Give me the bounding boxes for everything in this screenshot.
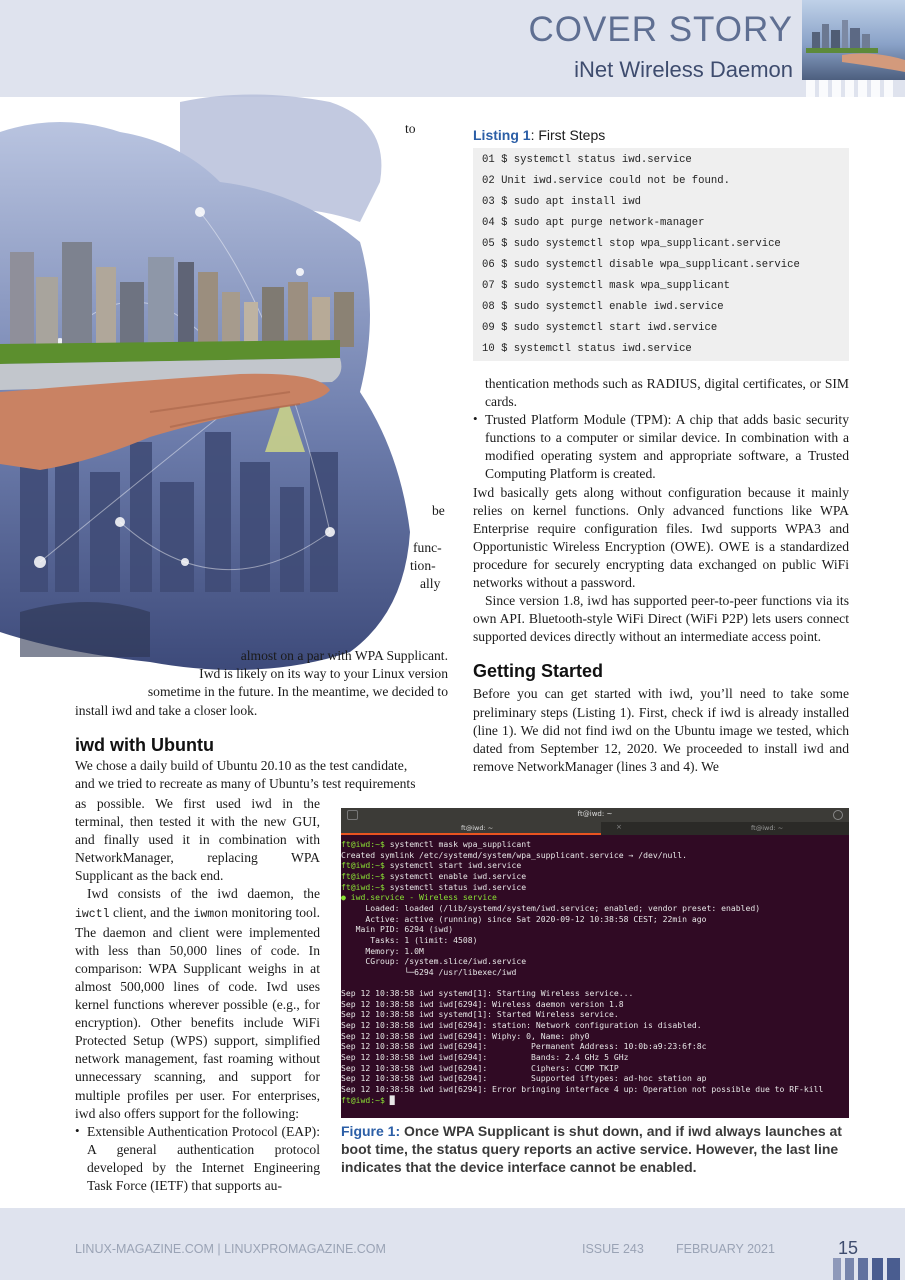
code-line: 03 $ sudo apt install iwd bbox=[482, 196, 641, 208]
footer-bar bbox=[858, 1258, 868, 1280]
terminal-screenshot bbox=[341, 808, 849, 1118]
terminal-line: Sep 12 10:38:58 iwd iwd[6294]: Wiphy: 0, Name: phy0 bbox=[341, 1030, 590, 1041]
tab-label: ft@iwd: ~ bbox=[751, 824, 784, 832]
terminal-line: Sep 12 10:38:58 iwd iwd[6294]: Ciphers: CCMP TKIP bbox=[341, 1062, 619, 1073]
code-line: 10 $ systemctl status iwd.service bbox=[482, 343, 692, 355]
code-line: 05 $ sudo systemctl stop wpa_supplicant.service bbox=[482, 238, 781, 250]
code-line: 07 $ sudo systemctl mask wpa_supplicant bbox=[482, 280, 730, 292]
section-heading-iwd-ubuntu: iwd with Ubuntu bbox=[75, 735, 214, 755]
terminal-line: Sep 12 10:38:58 iwd iwd[6294]: Wireless daemon version 1.8 bbox=[341, 998, 624, 1009]
terminal-line: Sep 12 10:38:58 iwd iwd[6294]: Supported iftypes: ad-hoc station ap bbox=[341, 1073, 707, 1084]
terminal-line: Loaded: loaded (/lib/systemd/system/iwd.service; enabled; vendor preset: enabled) bbox=[341, 902, 761, 913]
terminal-output bbox=[341, 839, 849, 1118]
code-line: 02 Unit iwd.service could not be found. bbox=[482, 175, 730, 187]
code-line: 04 $ sudo apt purge network-manager bbox=[482, 217, 705, 229]
terminal-line: ft@iwd:~$ █ bbox=[341, 1094, 395, 1105]
bullet-dot: • bbox=[473, 411, 478, 427]
code-iwmon: iwmon bbox=[193, 907, 228, 921]
intro-line: install iwd and take a closer look. bbox=[75, 703, 258, 718]
intro-line: almost on a par with WPA Supplicant. bbox=[240, 648, 448, 663]
paragraph: Iwd consists of the iwd daemon, the iwctl client, and the iwmon monitoring tool. The daemon and client were implemented with less than 50,000 lines of code. In comparison: WPA Supplicant weighs in at almost 500,000 lines of code. Iwd uses kernel functions wherever possible (e.g., for encryption). Other benefits include WiFi Protected Setup (WPS) support, simplified network management, fast roaming without unnecessary scanning, and support for multiple profiles per user. For enterprises, iwd also offers support for the following: bbox=[75, 886, 321, 1121]
terminal-tabs bbox=[341, 822, 849, 835]
code-line: 01 $ systemctl status iwd.service bbox=[482, 154, 692, 166]
bullet-continuation: thentication methods such as RADIUS, digital certificates, or SIM cards. bbox=[485, 376, 849, 410]
terminal-titlebar bbox=[341, 808, 849, 822]
terminal-line: ● iwd.service - Wireless service bbox=[341, 892, 497, 903]
body-line: and we tried to recreate as many of Ubuntu’s test requirements bbox=[75, 776, 416, 791]
bullet-item bbox=[75, 1123, 320, 1195]
terminal-line: Memory: 1.0M bbox=[341, 945, 424, 956]
listing-title: Listing 1: First Steps bbox=[473, 127, 606, 143]
intro-line: sometime in the future. In the meantime, we decided to bbox=[147, 684, 448, 699]
terminal-line: Created symlink /etc/systemd/system/wpa_supplicant.service → /dev/null. bbox=[341, 849, 687, 860]
figure-caption: Figure 1: Once WPA Supplicant is shut down, and if iwd always launches at boot time, the status query reports an active service. However, the last line indicates that the device interface cannot be enabled. bbox=[341, 1123, 842, 1175]
footer-sites: LINUX-MAGAZINE.COM | LINUXPROMAGAZINE.COM bbox=[75, 1242, 386, 1256]
terminal-line: CGroup: /system.slice/iwd.service bbox=[341, 956, 527, 967]
terminal-line: Sep 12 10:38:58 iwd iwd[6294]: Permanent Address: 10:0b:a9:23:6f:8c bbox=[341, 1041, 707, 1052]
terminal-line: ft@iwd:~$ systemctl enable iwd.service bbox=[341, 870, 527, 881]
footer-bar bbox=[887, 1258, 900, 1280]
footer-bar bbox=[872, 1258, 883, 1280]
footer-bar bbox=[845, 1258, 854, 1280]
paragraph: Iwd basically gets along without configuration because it mainly relies on kernel functions. Only advanced functions like WPA Enterprise require configuration files. Iwd supports WPA3 and Opportunistic Wireless Encryption (OWE). OWE is a standardized procedure for securely encrypting data exchanged on public WiFi networks without a password. bbox=[473, 484, 849, 591]
tab-label: ft@iwd: ~ bbox=[461, 824, 494, 832]
wrap-word: ally bbox=[420, 576, 441, 591]
terminal-line: Active: active (running) since Sat 2020-09-12 10:38:58 CEST; 22min ago bbox=[341, 913, 707, 924]
terminal-line: Sep 12 10:38:58 iwd iwd[6294]: Error bringing interface 4 up: Operation not possible due to RF-kill bbox=[341, 1083, 824, 1094]
header-decorative-bars bbox=[802, 80, 905, 97]
terminal-line: ft@iwd:~$ systemctl start iwd.service bbox=[341, 860, 522, 871]
body-line: We chose a daily build of Ubuntu 20.10 as the test candidate, bbox=[75, 758, 408, 773]
section-title: COVER STORY bbox=[528, 10, 793, 49]
code-line: 08 $ sudo systemctl enable iwd.service bbox=[482, 301, 724, 313]
bullet-dot: • bbox=[75, 1122, 80, 1138]
intro-line: Iwd is likely on its way to your Linux version bbox=[199, 666, 448, 681]
right-column-body bbox=[473, 375, 849, 776]
wrap-word: be bbox=[432, 503, 445, 518]
footer-bar bbox=[833, 1258, 841, 1280]
section-heading-getting-started: Getting Started bbox=[473, 661, 604, 682]
terminal-line: Main PID: 6294 (iwd) bbox=[341, 924, 454, 935]
wrap-word: func- bbox=[413, 540, 442, 555]
terminal-line: Sep 12 10:38:58 iwd iwd[6294]: station: Network configuration is disabled. bbox=[341, 1020, 702, 1031]
terminal-line: ft@iwd:~$ systemctl status iwd.service bbox=[341, 881, 527, 892]
paragraph: Before you can get started with iwd, you’ll need to take some preliminary steps (Listing 1). First, check if iwd is already installed (line 1). We did not find iwd on the Ubuntu image we tested, which dated from September 12, 2020. We proceeded to install iwd and remove NetworkManager (lines 3 and 4). We bbox=[473, 686, 849, 774]
bullet-text: Extensible Authentication Protocol (EAP): A general authentication protocol developed by the Internet Engineering Task Force (IETF) that supports au- bbox=[87, 1123, 320, 1193]
terminal-line: ft@iwd:~$ systemctl mask wpa_supplicant bbox=[341, 839, 532, 849]
terminal-line: Tasks: 1 (limit: 4508) bbox=[341, 934, 478, 945]
close-icon bbox=[833, 810, 843, 820]
page-number: 15 bbox=[838, 1238, 859, 1258]
wrap-word: to bbox=[405, 121, 416, 136]
terminal-line: Sep 12 10:38:58 iwd iwd[6294]: Bands: 2.4 GHz 5 GHz bbox=[341, 1052, 629, 1062]
paragraph: Since version 1.8, iwd has supported peer-to-peer functions via its own API. Bluetooth-style WiFi Direct (WiFi P2P) lets users connect supported devices directly without an intermediate access point. bbox=[473, 593, 849, 645]
header-thumbnail-image bbox=[802, 0, 905, 80]
code-iwctl: iwctl bbox=[75, 907, 110, 921]
code-line: 06 $ sudo systemctl disable wpa_supplicant.service bbox=[482, 259, 800, 271]
terminal-line: └─6294 /usr/libexec/iwd bbox=[341, 966, 517, 977]
footer-issue: ISSUE 243 bbox=[582, 1242, 644, 1256]
bullet-text: Trusted Platform Module (TPM): A chip that adds basic security functions to a computer or similar device. In combination with a modified operating system and appropriate software, a Trusted Computing Platform is created. bbox=[485, 412, 849, 482]
terminal-line: Sep 12 10:38:58 iwd systemd[1]: Started Wireless service. bbox=[341, 1009, 619, 1020]
paragraph: as possible. We first used iwd in the terminal, then tested it with the new GUI, and finally used it in combination with NetworkManager, replacing WPA Supplicant as the back end. bbox=[75, 796, 320, 884]
wrap-word: tion- bbox=[410, 558, 436, 573]
terminal-line: Sep 12 10:38:58 iwd systemd[1]: Starting Wireless service... bbox=[341, 988, 634, 999]
terminal-window-title: ft@iwd: ~ bbox=[577, 810, 613, 818]
hero-city-hand-illustration bbox=[0, 92, 470, 692]
code-listing bbox=[473, 148, 849, 361]
footer-date: FEBRUARY 2021 bbox=[676, 1242, 775, 1256]
left-column-body bbox=[75, 795, 320, 1195]
bullet-item bbox=[473, 411, 849, 483]
article-subtitle: iNet Wireless Daemon bbox=[574, 57, 793, 82]
code-line: 09 $ sudo systemctl start iwd.service bbox=[482, 322, 718, 334]
tab-close-icon: × bbox=[616, 823, 622, 831]
